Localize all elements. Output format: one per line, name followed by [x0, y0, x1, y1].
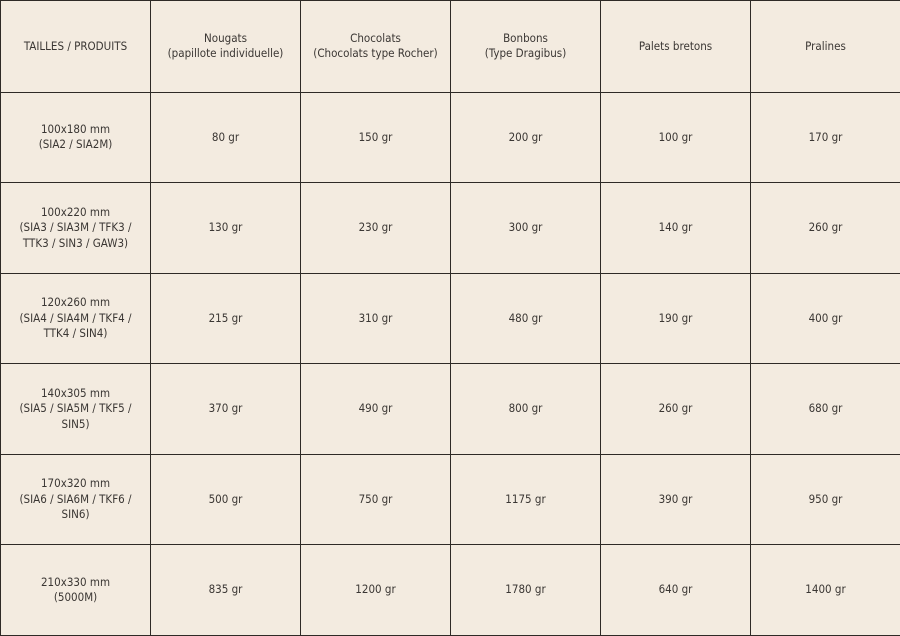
- header-cell-pralines: Pralines: [751, 1, 900, 93]
- size-cell: 170x320 mm (SIA6 / SIA6M / TKF6 / SIN6): [1, 454, 151, 545]
- palets-weight-cell: 100 gr: [601, 92, 751, 183]
- bonbons-weight-cell: 1780 gr: [451, 545, 601, 636]
- size-cell: 100x220 mm (SIA3 / SIA3M / TFK3 / TTK3 / SIN3 / GAW3): [1, 183, 151, 274]
- pralines-weight-cell: 680 gr: [751, 364, 900, 455]
- table-row: [1, 364, 900, 455]
- palets-weight-cell: 390 gr: [601, 454, 751, 545]
- chocolats-weight-cell: 490 gr: [301, 364, 451, 455]
- nougats-weight-cell: 835 gr: [151, 545, 301, 636]
- pralines-weight-cell: 950 gr: [751, 454, 900, 545]
- chocolats-weight-cell: 310 gr: [301, 273, 451, 364]
- palets-weight-cell: 260 gr: [601, 364, 751, 455]
- table-row: [1, 183, 900, 274]
- header-cell-bonbons: Bonbons (Type Dragibus): [451, 1, 601, 93]
- nougats-weight-cell: 130 gr: [151, 183, 301, 274]
- size-cell: 140x305 mm (SIA5 / SIA5M / TKF5 / SIN5): [1, 364, 151, 455]
- pralines-weight-cell: 170 gr: [751, 92, 900, 183]
- nougats-weight-cell: 80 gr: [151, 92, 301, 183]
- palets-weight-cell: 640 gr: [601, 545, 751, 636]
- table-row: [1, 273, 900, 364]
- table-row: [1, 92, 900, 183]
- pralines-weight-cell: 400 gr: [751, 273, 900, 364]
- bonbons-weight-cell: 800 gr: [451, 364, 601, 455]
- table-row: [1, 454, 900, 545]
- palets-weight-cell: 190 gr: [601, 273, 751, 364]
- header-cell-nougats: Nougats (papillote individuelle): [151, 1, 301, 93]
- size-cell: 210x330 mm (5000M): [1, 545, 151, 636]
- chocolats-weight-cell: 150 gr: [301, 92, 451, 183]
- size-cell: 100x180 mm (SIA2 / SIA2M): [1, 92, 151, 183]
- pralines-weight-cell: 260 gr: [751, 183, 900, 274]
- bonbons-weight-cell: 300 gr: [451, 183, 601, 274]
- header-cell-palets-bretons: Palets bretons: [601, 1, 751, 93]
- nougats-weight-cell: 215 gr: [151, 273, 301, 364]
- header-cell-chocolats: Chocolats (Chocolats type Rocher): [301, 1, 451, 93]
- bonbons-weight-cell: 480 gr: [451, 273, 601, 364]
- nougats-weight-cell: 500 gr: [151, 454, 301, 545]
- size-cell: 120x260 mm (SIA4 / SIA4M / TKF4 / TTK4 / SIN4): [1, 273, 151, 364]
- header-cell-sizes-products: TAILLES / PRODUITS: [1, 1, 151, 93]
- chocolats-weight-cell: 750 gr: [301, 454, 451, 545]
- palets-weight-cell: 140 gr: [601, 183, 751, 274]
- table-row: [1, 545, 900, 636]
- pralines-weight-cell: 1400 gr: [751, 545, 900, 636]
- bonbons-weight-cell: 200 gr: [451, 92, 601, 183]
- chocolats-weight-cell: 230 gr: [301, 183, 451, 274]
- chocolats-weight-cell: 1200 gr: [301, 545, 451, 636]
- nougats-weight-cell: 370 gr: [151, 364, 301, 455]
- bonbons-weight-cell: 1175 gr: [451, 454, 601, 545]
- table-header-row: [1, 1, 900, 93]
